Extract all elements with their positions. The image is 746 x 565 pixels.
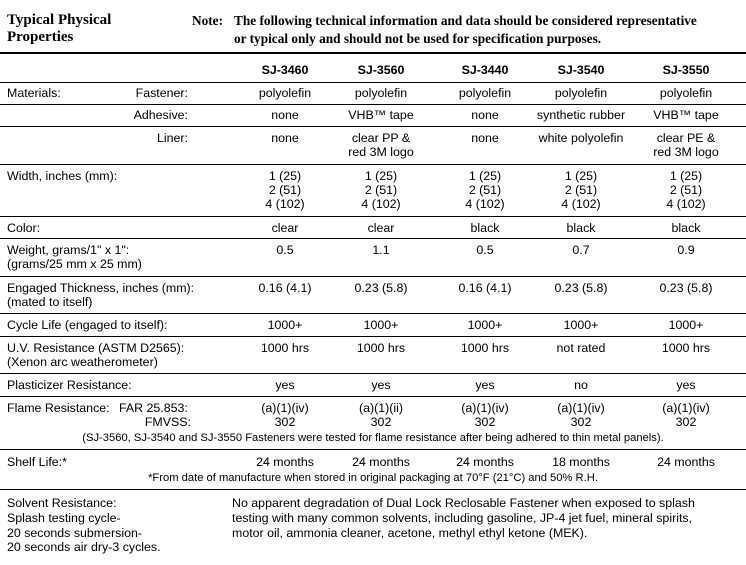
cell: (a)(1)(iv) [261, 401, 309, 415]
note-label: Note: [192, 13, 224, 28]
row-label-cycle-life: Cycle Life (engaged to itself): [7, 318, 168, 332]
cell: 2 (51) [268, 183, 302, 197]
divider [0, 52, 746, 54]
divider [0, 238, 746, 239]
cell: 1000 hrs [260, 341, 310, 355]
cell: 24 months [657, 455, 715, 469]
divider [0, 373, 746, 374]
note-line-2: or typical only and should not be used for specification purposes. [234, 31, 602, 46]
cell: black [671, 221, 701, 235]
cell: 302 [370, 415, 392, 429]
row-label-thickness-note: (mated to itself) [7, 295, 93, 309]
cell: clear [271, 221, 299, 235]
cell: 1.1 [372, 243, 390, 257]
cell: 1000+ [363, 318, 399, 332]
cell: none [271, 131, 299, 145]
cell: 1 (25) [468, 169, 502, 183]
cell: yes [475, 378, 495, 392]
row-label-uv-resistance: U.V. Resistance (ASTM D2565): [7, 341, 185, 355]
cell: 24 months [352, 455, 410, 469]
cell: 1000 hrs [356, 341, 406, 355]
row-label-thickness: Engaged Thickness, inches (mm): [7, 281, 195, 295]
cell: no [574, 378, 588, 392]
sub-label-adhesive: Adhesive: [133, 108, 188, 122]
flame-footnote: (SJ-3560, SJ-3540 and SJ-3550 Fasteners were tested for flame resistance after being adhered to thin metal panels). [82, 432, 664, 444]
cell: black [470, 221, 500, 235]
page-title [7, 12, 197, 46]
divider [0, 216, 746, 217]
column-header-sj-3440: SJ-3440 [461, 63, 509, 77]
cell: polyolefin [659, 86, 713, 100]
cell: 2 (51) [669, 183, 703, 197]
column-header-sj-3550: SJ-3550 [662, 63, 710, 77]
cell: 0.9 [677, 243, 695, 257]
cell: clear [367, 221, 395, 235]
cell: white polyolefin [538, 131, 624, 145]
cell: 4 (102) [561, 197, 601, 211]
cell: 1000+ [668, 318, 704, 332]
row-label-flame: Flame Resistance: [7, 401, 110, 415]
cell: (a)(1)(ii) [358, 401, 404, 415]
solvent-label-line: 20 seconds air dry-3 cycles. [7, 540, 161, 555]
cell: 302 [274, 415, 296, 429]
cell: 0.7 [572, 243, 590, 257]
cell: 24 months [456, 455, 514, 469]
cell: yes [371, 378, 391, 392]
cell: black [566, 221, 596, 235]
cell: polyolefin [258, 86, 312, 100]
cell: (a)(1)(iv) [662, 401, 710, 415]
cell: 0.5 [476, 243, 494, 257]
cell: 1000+ [563, 318, 599, 332]
solvent-text-line: No apparent degradation of Dual Lock Reclosable Fastener when exposed to splash [232, 496, 695, 510]
solvent-description [232, 496, 695, 540]
cell: 302 [570, 415, 592, 429]
cell: 2 (51) [468, 183, 502, 197]
cell: red 3M logo [348, 145, 414, 159]
cell: 0.5 [276, 243, 294, 257]
cell: 1 (25) [364, 169, 398, 183]
cell: 302 [474, 415, 496, 429]
divider [0, 336, 746, 337]
cell: 0.16 (4.1) [258, 281, 312, 295]
divider [0, 489, 746, 490]
cell: clear PE & [656, 131, 716, 145]
row-label-shelf-life: Shelf Life:* [7, 455, 67, 469]
note-line-1: The following technical information and data should be considered representative [234, 13, 697, 28]
row-label-materials: Materials: [7, 86, 61, 100]
divider [0, 164, 746, 165]
cell: 2 (51) [364, 183, 398, 197]
cell: yes [676, 378, 696, 392]
row-label-weight: Weight, grams/1" x 1": [7, 243, 130, 257]
cell: 2 (51) [564, 183, 598, 197]
cell: 1 (25) [268, 169, 302, 183]
cell: none [471, 131, 499, 145]
divider [0, 104, 746, 105]
cell: 24 months [256, 455, 314, 469]
divider [0, 396, 746, 397]
divider [0, 313, 746, 314]
row-label-width: Width, inches (mm): [7, 169, 118, 183]
row-label-color: Color: [7, 221, 41, 235]
solvent-text-line: testing with many common solvents, including gasoline, JP-4 jet fuel, mineral spirits, [232, 510, 693, 525]
cell: 4 (102) [361, 197, 401, 211]
cell: 18 months [552, 455, 610, 469]
divider [0, 276, 746, 277]
shelf-life-footnote: *From date of manufacture when stored in original packaging at 70°F (21°C) and 50% R.H. [148, 472, 598, 484]
cell: none [271, 108, 299, 122]
cell: 0.16 (4.1) [458, 281, 512, 295]
solvent-text-line: motor oil, ammonia cleaner, acetone, methyl ethyl ketone (MEK). [232, 525, 588, 540]
cell: 0.23 (5.8) [354, 281, 408, 295]
cell: none [471, 108, 499, 122]
solvent-label-line: Splash testing cycle- [7, 510, 121, 525]
divider [0, 82, 746, 83]
cell: 1000+ [467, 318, 503, 332]
cell: polyolefin [458, 86, 512, 100]
cell: clear PP & [351, 131, 411, 145]
sub-label-fmvss: FMVSS: [144, 415, 191, 429]
cell: 302 [675, 415, 697, 429]
row-label-weight-units: (grams/25 mm x 25 mm) [7, 257, 142, 271]
cell: yes [275, 378, 295, 392]
solvent-label-line: Solvent Resistance: [7, 496, 117, 510]
sub-label-liner: Liner: [157, 131, 188, 145]
cell: 1000+ [267, 318, 303, 332]
divider [0, 126, 746, 127]
cell: VHB™ tape [348, 108, 414, 122]
cell: polyolefin [554, 86, 608, 100]
cell: 1 (25) [564, 169, 598, 183]
column-header-sj-3460: SJ-3460 [261, 63, 309, 77]
divider [0, 449, 746, 450]
solvent-label-line: 20 seconds submersion- [7, 525, 142, 540]
title-line-1: Typical Physical [7, 12, 112, 28]
cell: 1 (25) [669, 169, 703, 183]
cell: 4 (102) [465, 197, 505, 211]
cell: 1000 hrs [460, 341, 510, 355]
cell: 4 (102) [666, 197, 706, 211]
cell: polyolefin [354, 86, 408, 100]
sub-label-far: FAR 25.853: [119, 401, 188, 415]
cell: red 3M logo [653, 145, 719, 159]
row-label-uv-method: (Xenon arc weatherometer) [7, 355, 158, 369]
cell: 0.23 (5.8) [659, 281, 713, 295]
sub-label-fastener: Fastener: [135, 86, 188, 100]
cell: not rated [556, 341, 606, 355]
cell: synthetic rubber [536, 108, 626, 122]
title-line-2: Properties [7, 29, 74, 45]
cell: 1000 hrs [661, 341, 711, 355]
cell: VHB™ tape [653, 108, 719, 122]
cell: (a)(1)(iv) [461, 401, 509, 415]
cell: 4 (102) [265, 197, 305, 211]
column-header-sj-3540: SJ-3540 [557, 63, 605, 77]
row-label-plasticizer: Plasticizer Resistance: [7, 378, 132, 392]
cell: 0.23 (5.8) [554, 281, 608, 295]
column-header-sj-3560: SJ-3560 [357, 63, 405, 77]
row-label-solvent [7, 496, 161, 555]
cell: (a)(1)(iv) [557, 401, 605, 415]
